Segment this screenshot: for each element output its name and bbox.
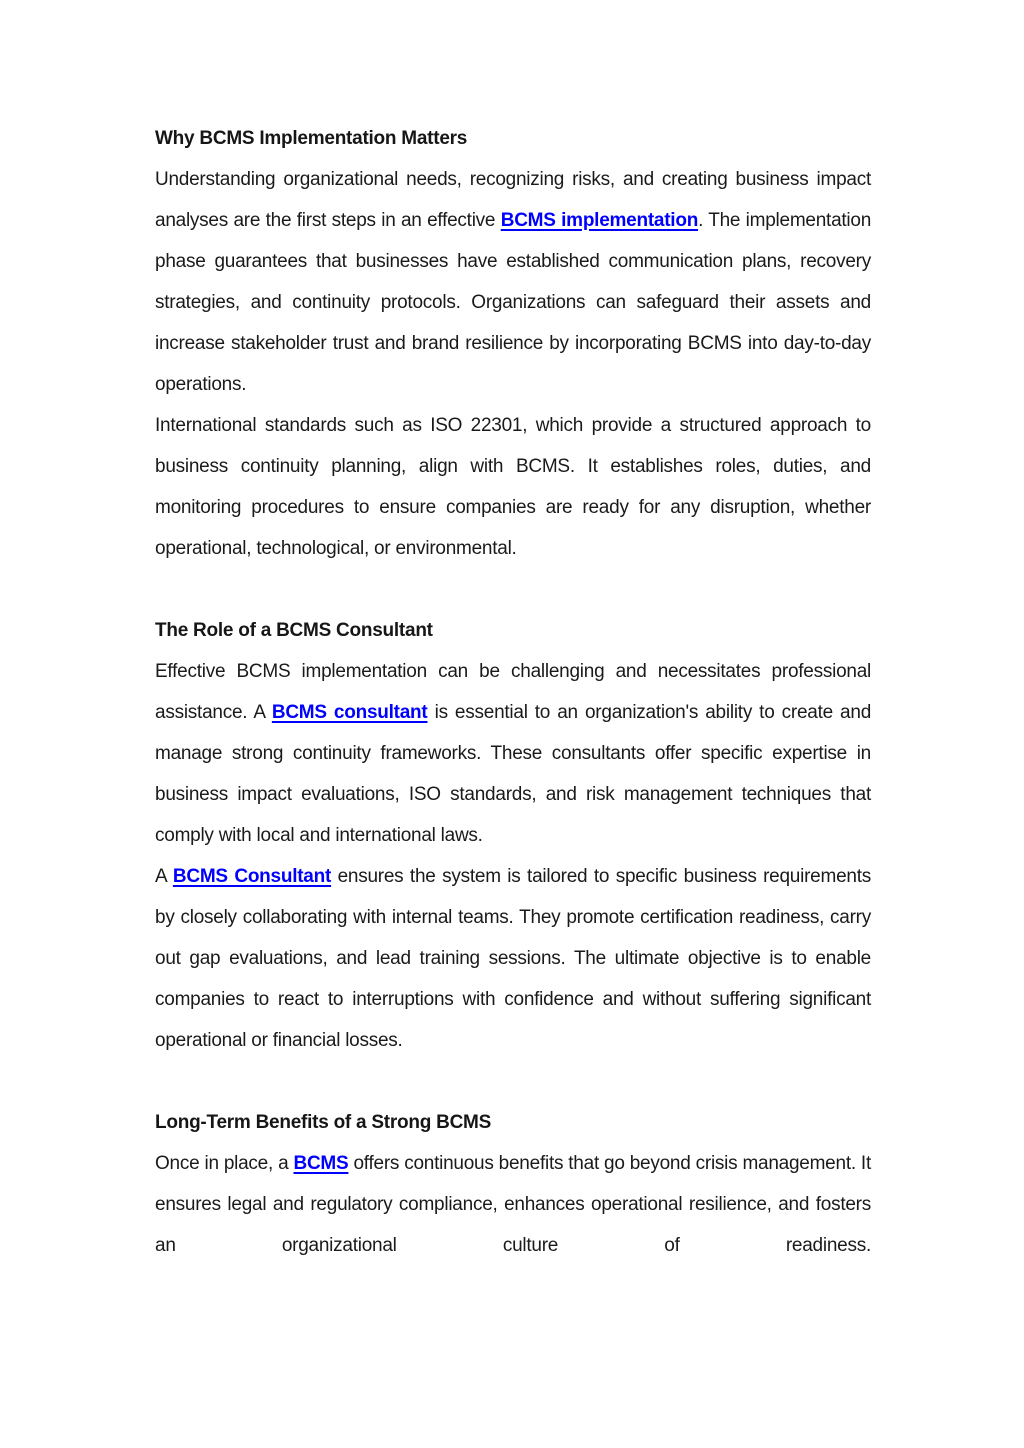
paragraph	[155, 405, 871, 569]
text-run: International standards such as ISO 22301, which provide a structured approach to business continuity planning, align with BCMS. It establishes roles, duties, and monitoring procedures to ensure companies are ready for any disruption, whether operational, technological, or environmental.	[155, 415, 871, 559]
paragraph	[155, 856, 871, 1061]
document-section	[155, 118, 871, 569]
paragraph	[155, 1143, 871, 1266]
section-heading: Long-Term Benefits of a Strong BCMS	[155, 1112, 492, 1133]
text-run: is essential to an organization's ability to create and manage strong continuity frameworks. These consultants offer specific expertise in business impact evaluations, ISO standards, and risk management techniques that comply with local and international laws.	[155, 702, 872, 846]
text-run: ensures the system is tailored to specific business requirements by closely collaborating with internal teams. They promote certification readiness, carry out gap evaluations, and lead training sessions. The ultimate objective is to enable companies to react to interruptions with confidence and without suffering significant operational or financial losses.	[155, 866, 871, 1051]
bcms-consultant-link[interactable]: BCMS Consultant	[172, 866, 332, 887]
text-run: A	[155, 866, 173, 887]
paragraph	[155, 651, 871, 856]
paragraph	[155, 159, 871, 405]
document-section	[155, 610, 871, 1061]
text-run: Effective BCMS implementation can be challenging and necessitates professional assistance. A	[155, 661, 871, 723]
text-run: . The implementation phase guarantees that businesses have established communication plans, recovery strategies, and continuity protocols. Organizations can safeguard their assets and increase stakeholder trust and brand resilience by incorporating BCMS into day-to-day operations.	[155, 210, 872, 395]
text-run: offers continuous benefits that go beyond crisis management. It ensures legal and regulatory compliance, enhances operational resilience, and fosters an organizational culture of readiness.	[155, 1153, 871, 1256]
text-run: Understanding organizational needs, recognizing risks, and creating business impact analyses are the first steps in an effective	[155, 169, 871, 231]
bcms-implementation-link[interactable]: BCMS implementation	[500, 210, 699, 231]
text-run: Once in place, a	[155, 1153, 294, 1174]
bcms-consultant-link[interactable]: BCMS consultant	[271, 702, 428, 723]
section-heading: Why BCMS Implementation Matters	[155, 128, 468, 149]
document-section	[155, 1102, 871, 1266]
bcms-link[interactable]: BCMS	[293, 1153, 349, 1174]
section-heading: The Role of a BCMS Consultant	[155, 620, 433, 641]
document-content	[155, 118, 871, 1266]
